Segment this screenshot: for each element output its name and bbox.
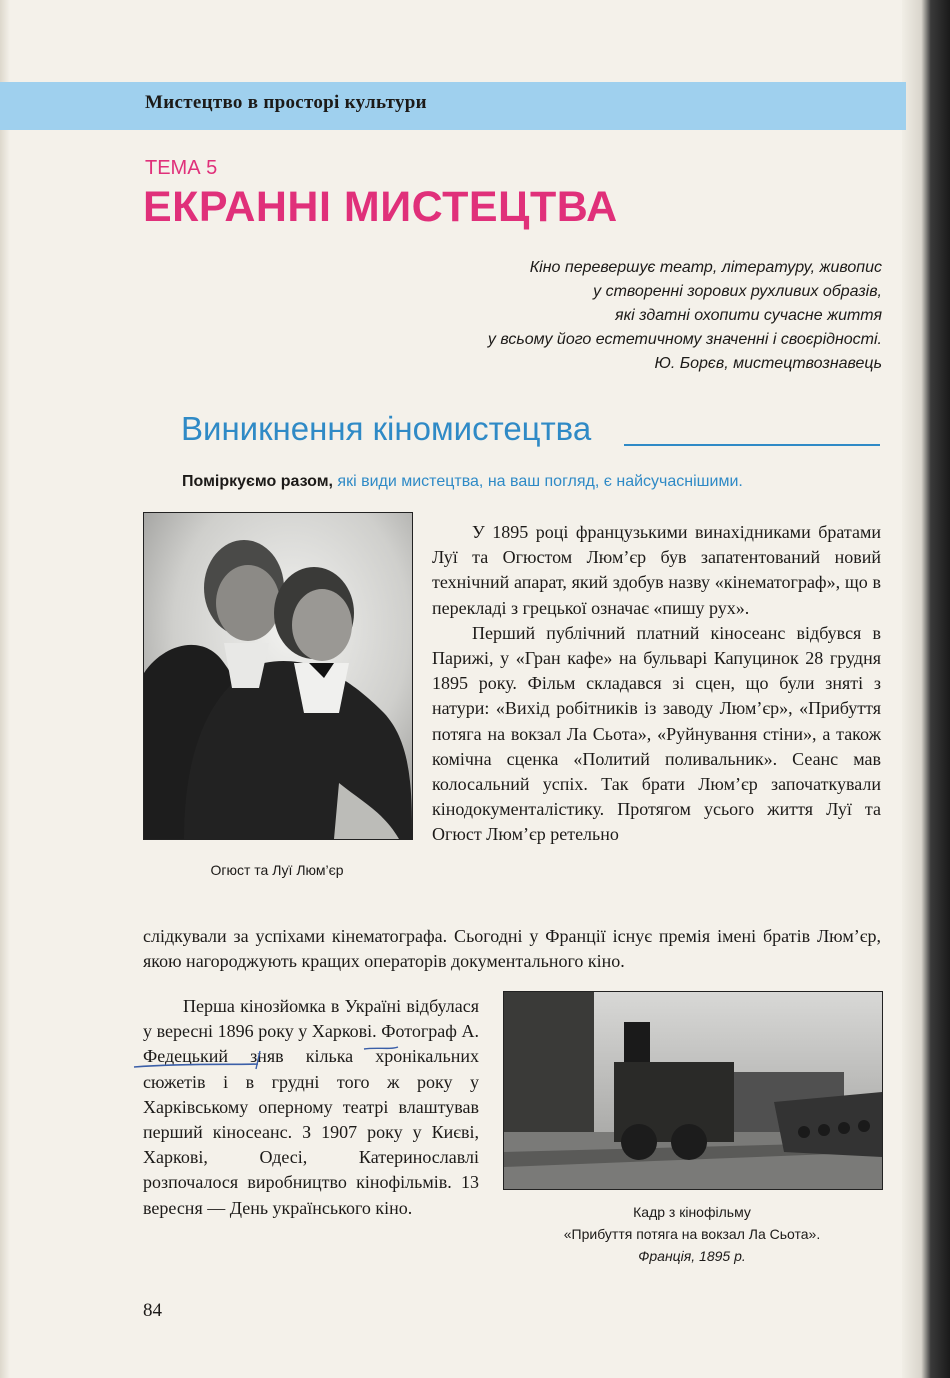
- film-still-caption: [503, 1201, 881, 1267]
- epigraph: [362, 256, 882, 376]
- epigraph-line: які здатні охопити сучасне життя: [615, 307, 882, 324]
- paragraph: Перша кінозйомка в Україні відбулася у вересні 1896 року у Харкові. Фотограф А. Федецький зняв кілька хронікальних сюжетів і в грудні того ж року у Харківському оперному театрі влаштував перший кіносеанс. З 1907 року у Києві, Харкові, Одесі, Катеринославлі розпочалося виробництво кінофільмів. 13 вересня — День українського кіно.: [143, 996, 479, 1218]
- discussion-prompt: [182, 473, 743, 491]
- photo-caption: Огюст та Луї Люм’єр: [210, 862, 344, 878]
- section-title: Виникнення кіномистецтва: [181, 410, 592, 447]
- paragraph: У 1895 році французькими винахідниками братами Луї та Огюстом Люм’єр був запатентований новий технічний апарат, який здобув назву «кінематограф», що в перекладі з грецької означає «пишу рух».: [432, 522, 881, 618]
- epigraph-line: у всьому його естетичному значенні і своєрідності.: [487, 331, 882, 348]
- body-text-left: [143, 994, 479, 1221]
- book-binding-edge: [902, 0, 950, 1378]
- discussion-lead: Поміркуємо разом,: [182, 473, 333, 490]
- header-band: [0, 82, 906, 130]
- topic-label: ТЕМА 5: [145, 157, 218, 179]
- topic-title: ЕКРАННІ МИСТЕЦТВА: [143, 183, 618, 231]
- epigraph-line: у створенні зорових рухливих образів,: [593, 283, 882, 300]
- paragraph: Перший публічний платний кіносеанс відбувся в Парижі, у «Гран кафе» на бульварі Капуцинок 28 грудня 1895 року. Фільм складався зі сцен, що були зняті з натури: «Вихід робітників із заводу Люм’єр», «Прибуття потяга на вокзал Ла Сьота», «Руйнування стіни», а також комічна сценка «Политий поливальник». Сеанс мав колосальний успіх. Так брати Люм’єр започаткували кінодокументалістику. Протягом усього життя Луї та Огюст Люм’єр ретельно: [432, 622, 881, 845]
- section-rule: [624, 444, 880, 446]
- caption-line: «Прибуття потяга на вокзал Ла Сьота».: [563, 1226, 821, 1242]
- caption-line: Кадр з кінофільму: [633, 1204, 751, 1220]
- discussion-question: які види мистецтва, на ваш погляд, є найсучаснішими.: [332, 473, 743, 490]
- body-text-right: [432, 520, 881, 848]
- paragraph: слідкували за успіхами кінематографа. Сьогодні у Франції існує премія імені братів Люм’єр, якою нагороджують кращих операторів документального кіно.: [143, 926, 881, 972]
- section-header: Мистецтво в просторі культури: [145, 92, 427, 113]
- page-number: 84: [143, 1300, 162, 1321]
- epigraph-line: Кіно перевершує театр, літературу, живопис: [529, 259, 882, 276]
- caption-line: Франція, 1895 р.: [638, 1248, 746, 1264]
- lumiere-brothers-photo: [143, 512, 413, 840]
- page-edge: [0, 0, 10, 1378]
- train-film-still: [503, 991, 883, 1190]
- epigraph-author: Ю. Борєв, мистецтвознавець: [654, 355, 882, 372]
- body-text-continuation: [143, 924, 881, 974]
